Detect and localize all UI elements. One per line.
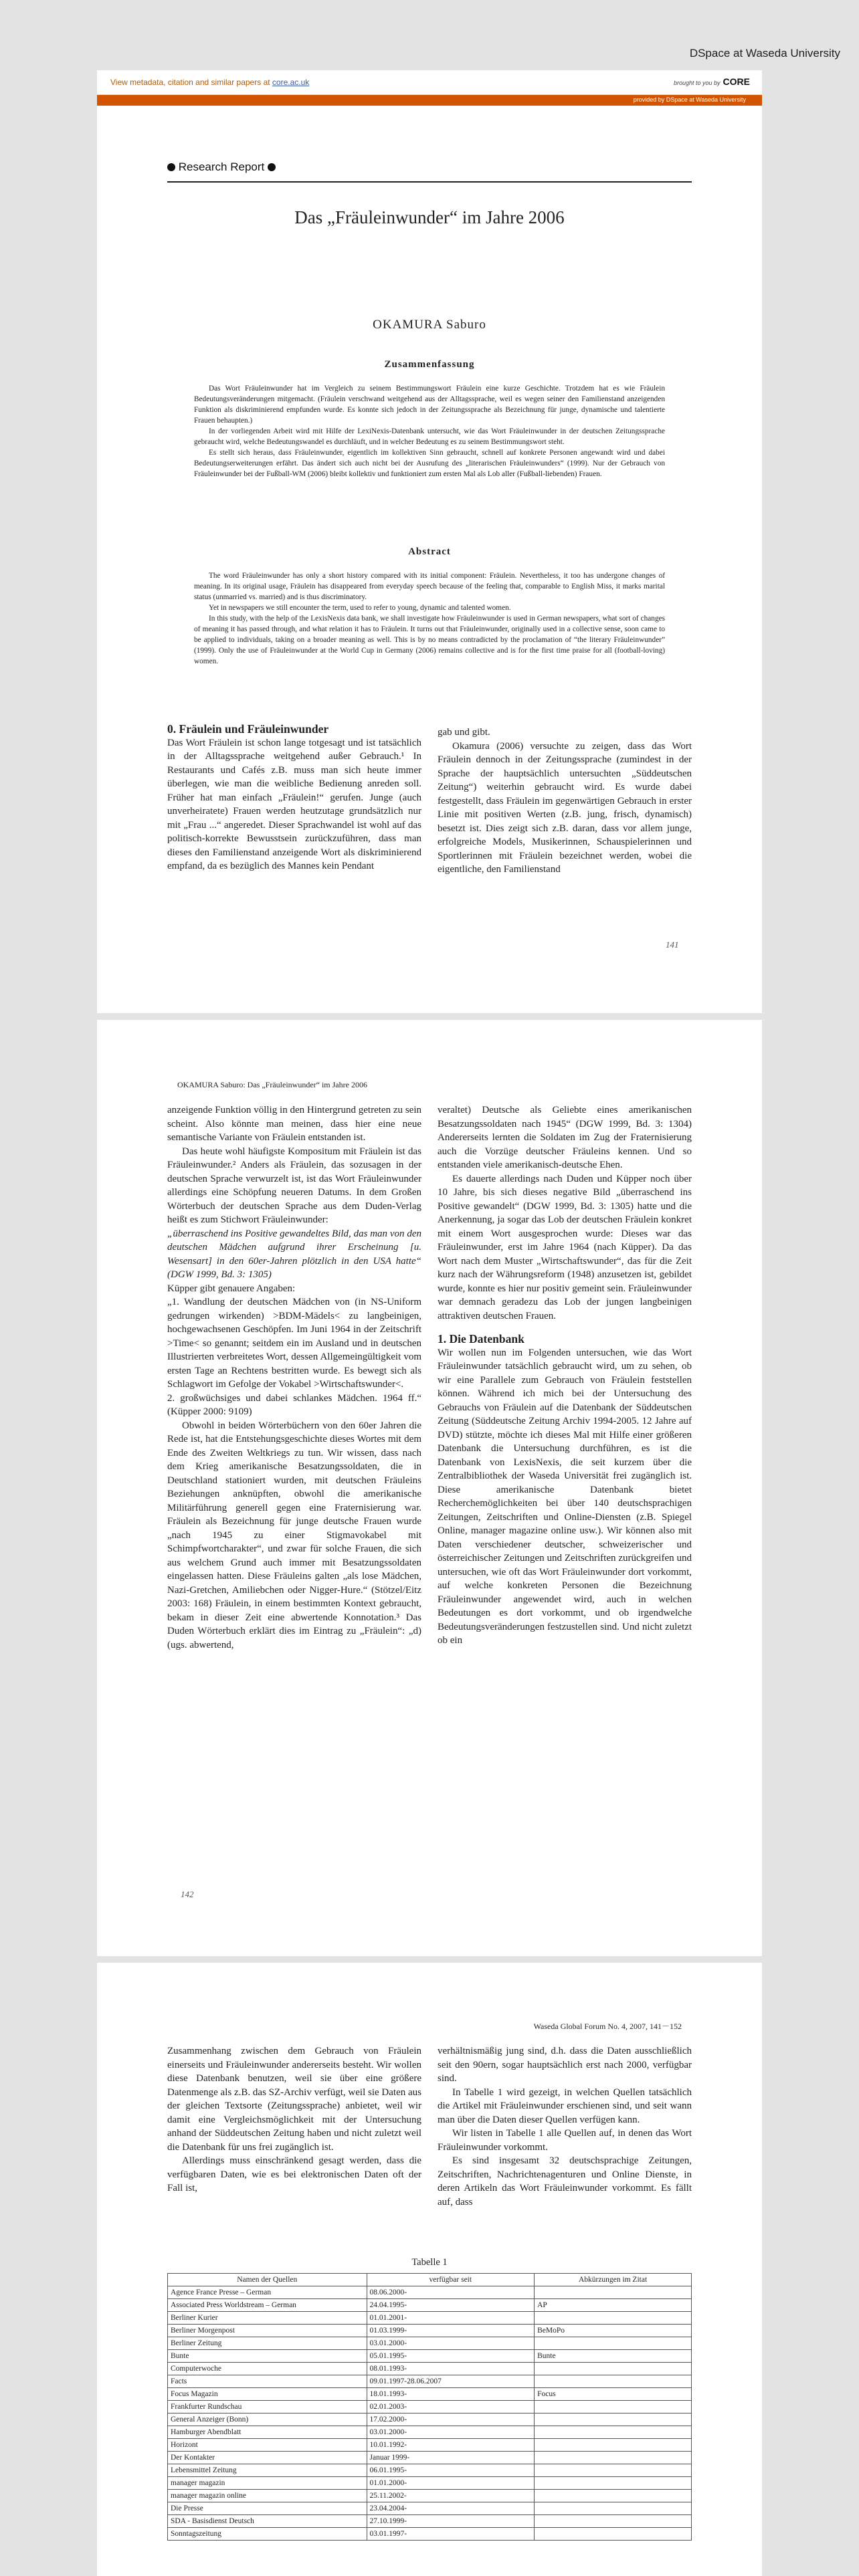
table-cell: Hamburger Abendblatt [168,2426,367,2439]
table-cell [535,2452,692,2464]
section-1-heading: 1. Die Datenbank [438,1332,524,1346]
table-row [168,2452,692,2464]
table-cell: 06.01.1995- [367,2464,535,2477]
table-cell [535,2401,692,2413]
table-header: verfügbar seit [367,2274,535,2286]
table-cell: 01.03.1999- [367,2325,535,2337]
table-cell: 08.01.1993- [367,2363,535,2375]
table-cell: 08.06.2000- [367,2286,535,2299]
table-cell: Facts [168,2375,367,2388]
table-cell: manager magazin [168,2477,367,2490]
table-cell: Horizont [168,2439,367,2452]
table-row [168,2502,692,2515]
table-row [168,2350,692,2363]
research-report-label: Research Report [167,160,276,174]
bullet-icon [268,163,276,171]
page2-left-column: anzeigende Funktion völlig in den Hintergrund getreten zu sein scheint. Also könnte man meinen, dass hier eine neue semantische Variante von Fräulein entstanden ist. Das heute wohl häufigste Kompositum mit Fräulein ist das Fräuleinwunder.² Anders als Fräulein, das sozusagen in der deutschen Sprache verwurzelt ist, ist das Wort Fräuleinwunder allerdings eine Schöpfung neueren Datums. In dem Großen Wörterbuch der deutschen Sprache aus dem Duden-Verlag heißt es zum Stichwort Fräuleinwunder: „überraschend ins Positive gewandeltes Bild, das man von den deutschen Mädchen aufgrund ihrer Erscheinung [u. Wesensart] in den 60er-Jahren plötzlich in den USA hatte“ (DGW 1999, Bd. 3: 1305) Küpper gibt genauere Angaben: „1. Wandlung der deutschen Mädchen von (in NS-Uniform gedrungen wirkenden) >BDM-Mädels< zu langbeinigen, hochgewachsenen Geschöpfen. Im Juni 1964 in der Zeitschrift >Time< so genannt; seitdem ein im Ausland und in deutschen Illustrierten verbreitetes Wort, dessen Allgemeingültigkeit vom ersten Tage an Rechtens bestritten wurde. Es bewegt sich als Schlagwort im Gefolge der Vokabel >Wirtschaftswunder<. 2. großwüchsiges und dabei schlankes Mädchen. 1964 ff.“ (Küpper 2000: 9109) Obwohl in beiden Wörterbüchern von den 60er Jahren die Rede ist, hat die Entstehungsgeschichte dieses Wortes mit dem Ende des Zweiten Weltkriegs zu tun. Wir wissen, dass nach dem Krieg amerikanische Besatzungssoldaten, die in Deutschland stationiert wurden, mit deutschen Fräuleins Beziehungen anknüpften, obwohl die amerikanische Militärführung generell gegen eine Fraternisierung war. Fräulein als Bezeichnung für junge deutsche Frauen wurde „nach 1945 zu einer Stigmavokabel mit Schimpfwortcharakter“, und zwar für solche Frauen, die sich aus welchem Grund auch immer mit Besatzungssoldaten eingelassen hatten. Diese Fräuleins galten „als lose Mädchen, Nazi-Gretchen, Amiliebchen oder Nigger-Hure.“ (Stötzel/Eitz 2003: 168) Fräulein, in einem bestimmten Kontext gebraucht, bekam in dieser Zeit eine abwertende Konnotation.³ Das Duden Wörterbuch erklärt dies im Eintrag zu „Fräulein“: „d) (ugs. abwertend, [167,1105,421,1650]
table-cell: SDA - Basisdienst Deutsch [168,2515,367,2528]
table-cell: Computerwoche [168,2363,367,2375]
table-cell [535,2490,692,2502]
zusammenfassung-text: Das Wort Fräuleinwunder hat im Vergleich zu seinem Bestimmungswort Fräulein eine kurze Geschichte. Trotzdem hat es wie Fräulein Bedeutungsveränderungen mitgemacht. (Fräulein verschwand weitgehend aus der Alltagssprache, weil es wegen seiner den Familienstand anzeigenden Funktion als diskriminierend empfunden wurde. Es konnte sich jedoch in der Zeitungssprache als Bezeichnung für junge, dynamische und talentierte Frauen behaupten.) In der vorliegenden Arbeit wird mit Hilfe der LexiNexis-Datenbank untersucht, wie das Wort Fräuleinwunder in der deutschen Zeitungssprache gebraucht wird, welche Bedeutungswandel es durchläuft, und in welcher Bedeutung es zu seinem Bestimmungswort steht. Es stellt sich heraus, dass Fräuleinwunder, eigentlich im kollektiven Sinn gebraucht, schnell auf konkrete Personen angewandt wird und dabei Bedeutungserweiterungen erfährt. Das ändert sich auch nicht bei der Ausrufung des „literarischen Fräuleinwunders“ (1999). Nur der Gebrauch von Fräuleinwunder bei der Fußball-WM (2006) bleibt kollektiv und funktioniert zum ersten Mal als Lob aller (Fußball-liebenden) Frauen. [194,385,665,478]
page-1 [97,70,762,1013]
table-cell [535,2312,692,2325]
bullet-icon [167,163,175,171]
table-row [168,2337,692,2350]
repository-name[interactable]: DSpace at Waseda University [689,47,840,60]
table-cell: Associated Press Worldstream – German [168,2299,367,2312]
table-row [168,2528,692,2541]
article-title: Das „Fräuleinwunder“ im Jahre 2006 [294,207,565,227]
table-cell [535,2464,692,2477]
table-cell: Focus Magazin [168,2388,367,2401]
table-cell: Bunte [168,2350,367,2363]
table-cell: Januar 1999- [367,2452,535,2464]
header-rule [167,181,692,183]
table-row [168,2299,692,2312]
table-cell: 09.01.1997-28.06.2007 [367,2375,535,2388]
repository-header [0,0,859,67]
page-3 [97,1963,762,2576]
table-row [168,2286,692,2299]
abstract-text: The word Fräuleinwunder has only a short history compared with its initial component: Fräulein. Nevertheless, it too has undergone changes of meaning. In its original usage, Fräulein has disappeared from everyday speech because of the feeling that, comparable to English Miss, it marks marital status (unmarried vs. married) and is thus discriminatory. Yet in newspapers we still encounter the term, used to refer to young, dynamic and talented women. In this study, with the help of the LexisNexis data bank, we shall investigate how Fräuleinwunder is used in German newspapers, what sort of changes of meaning it has passed through, and what relation it has to Fräulein. It turns out that Fräuleinwunder, originally used in a collective sense, soon came to be applied to individuals, taking on a broader meaning as well. This is by no means contradicted by the proclamation of “the literary Fräuleinwunder” (1999). Only the use of Fräuleinwunder at the World Cup in Germany (2006) remains collective and is for the first time praise for all (football-loving) women. [194,572,665,665]
abstract-heading: Abstract [408,546,451,557]
table-cell: 02.01.2003- [367,2401,535,2413]
table-cell: Focus [535,2388,692,2401]
page-number: 142 [181,1889,194,1899]
table-cell [535,2413,692,2426]
table-cell [535,2515,692,2528]
table-cell [535,2286,692,2299]
table-cell: 01.01.2000- [367,2477,535,2490]
table-cell: Sonntagszeitung [168,2528,367,2541]
core-bar [97,70,762,95]
table-cell: 03.01.2000- [367,2426,535,2439]
page1-right-column: gab und gibt. Okamura (2006) versuchte zu zeigen, dass das Wort Fräulein dennoch in der Zeitungssprache (zumindest in der Sprache der hauptsächlich untersuchten „Süddeutschen Zeitung“) weiterhin gebraucht wird. Es wurde dabei festgestellt, dass Fräulein im gegenwärtigen Gebrauch in erster Linie mit positiven Werten (z.B. jung, frisch, dynamisch) besetzt ist. Dies zeigt sich z.B. daran, dass vor allem junge, erfolgreiche Models, Musikerinnen, Schauspielerinnen und Sportlerinnen mit Fräulein bezeichnet werden, wobei die eigentliche, den Familienstand [438,727,692,875]
running-head: Waseda Global Forum No. 4, 2007, 141－152 [533,2022,682,2031]
page1-left-column: 0. Fräulein und Fräuleinwunder Das Wort Fräulein ist schon lange totgesagt und ist tatsächlich in der Alltagssprache weitgehend außer Gebrauch.¹ In Restaurants und Cafés z.B. muss man sich heute immer überlegen, wie man die weibliche Bedienung anreden soll. Früher hat man einfach „Fräulein!“ gerufen. Junge (auch unverheiratete) Frauen werden heutzutage grundsätzlich nur mit „Frau ...“ angeredet. Dieser Sprachwandel ist wohl auf das politisch-korrekte Bewusstsein zurückzuführen, dass man dieses den Familienstand anzeigende Wort als diskriminierend empfand, da es bezüglich des Mannes kein Pendant [167,722,421,871]
table-cell: 05.01.1995- [367,2350,535,2363]
table-caption: Tabelle 1 [411,2257,448,2268]
page2-right-column: veraltet) Deutsche als Geliebte eines amerikanischen Besatzungssoldaten nach 1945“ (DGW 1999, Bd. 3: 1304) Andererseits lernten die Soldaten im Zug der Fraternisierung auch die Vorzüge deutscher Fräuleins kennen. Und so entstanden viele amerikanisch-deutsche Ehen. Es dauerte allerdings nach Duden und Küpper noch über 10 Jahre, bis sich dieses negative Bild „überraschend ins Positive gewandelt“ (DGW 1999, Bd. 3: 1305) hatte und die Anerkennung, ja sogar das Lob der deutschen Fräulein konkret mit einem Wort ausgesprochen wurde: Dieses war das Fräuleinwunder, erst im Jahre 1964 (nach Küpper). Da das Wort nach dem Muster „Wirtschaftswunder“, das für die Zeit kurz nach der Währungsreform (1948) anzusetzen ist, gebildet wurde, konnte es hier nur positiv gemeint sein. Fräuleinwunder war demnach geradezu das Lob der jungen langbeinigen attraktiven deutschen Frauen. 1. Die Datenbank Wir wollen nun im Folgenden untersuchen, wie das Wort Fräuleinwunder tatsächlich gebraucht wird, um zu sehen, ob wir eine Parallele zum Gebrauch von Fräulein feststellen können. Während ich mich bei der Untersuchung des Gebrauchs von Fräulein auf die Datenbank der Süddeutschen Zeitung (Süddeutsche Zeitung Archiv 1994-2005. 12 Jahre auf DVD) stützte, möchte ich dieses Mal mit Hilfe einer größeren Datenbank die Untersuchung durchführen, es ist die Datenbank von LexisNexis, die seit kurzem über die Zentralbibliothek der Waseda Universität frei zugänglich ist. Diese amerikanische Datenbank bietet Recherchemöglichkeiten bei über 140 deutschsprachigen Zeitungen, Zeitschriften und Online-Diensten (z.B. Spiegel Online, manager magazine online usw.). Wir können also mit Daten verschiedener deutscher, schweizerischer und österreichischer Zeitungen und Zeitschriften zurückgreifen und untersuchen, wie oft das Wort Fräuleinwunder dort vorkommt, auf welche konkreten Personen die Bezeichnung Fräuleinwunder angewendet wird, auch in welchen Bedeutungen es dort vorkommt, und ob irgendwelche Bedeutungsveränderungen festzustellen sind. Und nicht zuletzt ob ein [438,1105,692,1646]
table-cell: Lebensmittel Zeitung [168,2464,367,2477]
table-header: Namen der Quellen [168,2274,367,2286]
article-author: OKAMURA Saburo [373,318,486,332]
table-cell [535,2426,692,2439]
table-cell: 10.01.1992- [367,2439,535,2452]
provided-by-bar: provided by DSpace at Waseda University [97,95,762,106]
table-cell: Der Kontakter [168,2452,367,2464]
table-row [168,2426,692,2439]
core-badge[interactable]: brought to you by CORE [673,76,750,87]
table-cell: 25.11.2002- [367,2490,535,2502]
table-cell: 27.10.1999- [367,2515,535,2528]
table-row [168,2375,692,2388]
table-cell: 01.01.2001- [367,2312,535,2325]
running-head: OKAMURA Saburo: Das „Fräuleinwunder“ im Jahre 2006 [177,1080,367,1089]
table-cell [535,2528,692,2541]
table-row [168,2413,692,2426]
table-header: Abkürzungen im Zitat [535,2274,692,2286]
table-cell: 17.02.2000- [367,2413,535,2426]
table-row [168,2515,692,2528]
table-cell [535,2502,692,2515]
table-row [168,2325,692,2337]
page3-right-column: verhältnismäßig jung sind, d.h. dass die Daten ausschließlich seit den 90ern, sogar hauptsächlich erst nach 2000, verfügbar sind. In Tabelle 1 wird gezeigt, in welchen Quellen tatsächlich die Artikel mit Fräuleinwunder erschienen sind, und seit wann man über die Daten dieser Quellen verfügen kann. Wir listen in Tabelle 1 alle Quellen auf, in denen das Wort Fräuleinwunder vorkommt. Es sind insgesamt 32 deutschsprachige Zeitungen, Zeitschriften, Nachrichtenagenturen und Online Dienste, in deren Artikeln das Wort Fräuleinwunder vorkommt. Es fällt auf, dass [438,2046,692,2208]
table-row [168,2363,692,2375]
page-number: 141 [666,940,679,950]
table-cell: Die Presse [168,2502,367,2515]
table-row [168,2312,692,2325]
core-metadata-link[interactable]: View metadata, citation and similar papers at core.ac.uk [110,78,310,87]
table-cell: BeMoPo [535,2325,692,2337]
table-cell: 24.04.1995- [367,2299,535,2312]
table-cell: manager magazin online [168,2490,367,2502]
table-row [168,2490,692,2502]
section-0-heading: 0. Fräulein und Fräuleinwunder [167,722,329,736]
table-cell: Bunte [535,2350,692,2363]
table-cell: 03.01.1997- [367,2528,535,2541]
table-row [168,2464,692,2477]
table-cell: 23.04.2004- [367,2502,535,2515]
table-cell: 03.01.2000- [367,2337,535,2350]
table-cell [535,2439,692,2452]
table-cell: AP [535,2299,692,2312]
table-cell: Berliner Morgenpost [168,2325,367,2337]
sources-table [167,2273,692,2541]
core-logo: CORE [723,76,750,87]
table-row [168,2477,692,2490]
table-cell: General Anzeiger (Bonn) [168,2413,367,2426]
table-cell [535,2375,692,2388]
table-cell: Berliner Kurier [168,2312,367,2325]
table-cell [535,2363,692,2375]
table-cell: Frankfurter Rundschau [168,2401,367,2413]
table-cell [535,2477,692,2490]
table-row [168,2401,692,2413]
table-cell: 18.01.1993- [367,2388,535,2401]
table-row [168,2439,692,2452]
table-row [168,2388,692,2401]
table-cell [535,2337,692,2350]
table-cell: Berliner Zeitung [168,2337,367,2350]
page-2 [97,1020,762,1956]
zusammenfassung-heading: Zusammenfassung [384,359,475,370]
table-cell: Agence France Presse – German [168,2286,367,2299]
page3-left-column: Zusammenhang zwischen dem Gebrauch von Fräulein einerseits und Fräuleinwunder andererseits besteht. Wir wollen diese Datenbank benutzen, weil sie über eine größere Datenmenge als z.B. das SZ-Archiv verfügt, weil sie Daten aus der gleichen Textsorte (Zeitungssprache) anbietet, weil wir damit eine Vergleichsmöglichkeit mit der Untersuchung anhand der Süddeutschen Zeitung haben und nicht zuletzt weil die Datenbank für uns frei zugänglich ist. Allerdings muss einschränkend gesagt werden, dass die verfügbaren Daten, wie es bei elektronischen Daten oft der Fall ist, [167,2046,421,2193]
